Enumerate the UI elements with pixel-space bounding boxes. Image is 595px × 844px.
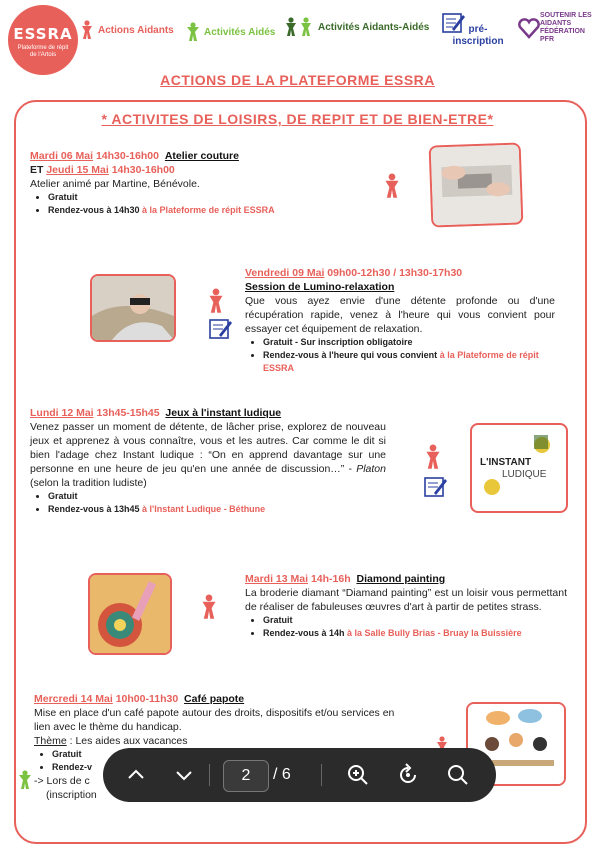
relaxation-photo	[90, 274, 176, 342]
rotate-button[interactable]	[395, 762, 421, 788]
event-activity: Jeux à l'instant ludique	[165, 407, 282, 419]
event-activity: Session de Lumino-relaxation	[245, 281, 395, 293]
nav-label: Activités Aidés	[204, 26, 276, 38]
section-subtitle: * ACTIVITES DE LOISIRS, DE REPIT ET DE BIEN-ETRE*	[101, 111, 494, 127]
event-theme: Thème : Les aides aux vacances	[34, 735, 188, 747]
logo-title: ESSRA	[13, 25, 73, 43]
nav-label: Actions Aidants	[98, 24, 174, 36]
heart-icon	[518, 17, 540, 39]
chevron-up-icon	[123, 762, 149, 788]
partner-logo	[518, 12, 592, 44]
divider	[209, 764, 210, 786]
event-note: -> Lors de c	[34, 775, 90, 787]
partner-logo-text: SOUTENIR LES AIDANTS FÉDÉRATION PFR	[540, 12, 592, 43]
event-date: Mardi 06 Mai	[30, 150, 94, 162]
person-icon	[382, 173, 402, 204]
essra-logo[interactable]	[8, 5, 78, 75]
person-icon	[80, 20, 94, 40]
event-activity: Atelier couture	[164, 150, 239, 162]
event-note-paren: (inscription	[46, 789, 97, 801]
event-date2-prefix: ET	[30, 164, 47, 176]
event-time: 14h-16h	[308, 573, 351, 585]
event-lumino-relaxation	[245, 266, 555, 375]
event-description: Mise en place d'un café papote autour des droits, dispositifs et/ou services en lien avec le thème du handicap.	[34, 707, 395, 733]
page-number-input[interactable]: 2	[223, 760, 269, 792]
logo-subtitle: Plateforme de répit de l'Artois	[17, 45, 69, 58]
logo-text: L'INSTANT	[480, 457, 532, 468]
previous-page-button[interactable]	[123, 762, 149, 788]
event-date2: Jeudi 15 Mai	[46, 164, 109, 176]
event-date: Mardi 13 Mai	[245, 573, 309, 585]
bullet-price: • Gratuit	[263, 614, 567, 627]
bullet-price: • Gratuit	[48, 490, 386, 503]
person-icon	[186, 22, 200, 42]
bullet-price: • Gratuit	[48, 191, 390, 204]
chevron-down-icon	[171, 762, 197, 788]
bullet-rdv: • Rendez-vous à l'heure qui vous convient à la Plateforme de répit ESSRA	[263, 349, 555, 375]
logo-text: LUDIQUE	[502, 469, 547, 480]
nav-pre-inscription[interactable]: pré-inscription	[452, 24, 504, 47]
event-description: Venez passer un moment de détente, de lâcher prise, explorez de nouveau jeux et apprenez à vous connaître, vous et les autres. Car comme le dit si bien l'adage chez Instant ludique : “On en apprend davantage sur une personne en une heure de jeu qu'en une année de discussion…” - Platon (selon la tradition ludiste)	[30, 421, 386, 489]
two-persons-icon	[284, 17, 314, 37]
event-date: Vendredi 09 Mai	[245, 267, 325, 279]
page-title: ACTIONS DE LA PLATEFORME ESSRA	[160, 72, 435, 88]
event-time: 14h30-16h00	[93, 150, 159, 162]
event-time: 09h00-12h30 / 13h30-17h30	[324, 267, 463, 279]
event-time: 13h45-15h45	[93, 407, 160, 419]
zoom-in-icon	[345, 762, 371, 788]
sewing-photo	[429, 142, 524, 227]
event-time: 10h00-11h30	[112, 693, 179, 705]
bullet-rdv: • Rendez-vous à 13h45 à l'Instant Ludique - Béthune	[48, 503, 386, 516]
nav-activites-aides[interactable]	[186, 22, 275, 42]
divider	[321, 764, 322, 786]
rotate-icon	[395, 762, 421, 788]
event-atelier-couture	[30, 149, 390, 217]
nav-actions-aidants[interactable]	[80, 20, 174, 40]
page-total: / 6	[273, 766, 291, 783]
instant-ludique-logo	[470, 423, 568, 513]
zoom-in-button[interactable]	[345, 762, 371, 788]
event-instant-ludique	[30, 406, 386, 516]
diamond-painting-photo	[88, 573, 172, 655]
next-page-button[interactable]	[171, 762, 197, 788]
nav-activites-aidants-aides[interactable]	[284, 17, 429, 37]
bullet-rdv: • Rendez-vous à 14h30 à la Plateforme de répit ESSRA	[48, 204, 390, 217]
nav-label: Activités Aidants-Aidés	[318, 21, 430, 33]
pre-inscription-icon	[424, 476, 448, 503]
bullet-price: • Gratuit	[52, 748, 404, 761]
person-icon	[18, 770, 32, 795]
event-activity: Café papote	[184, 693, 245, 705]
event-date: Mercredi 14 Mai	[34, 693, 113, 705]
search-button[interactable]	[445, 762, 471, 788]
event-date: Lundi 12 Mai	[30, 407, 94, 419]
event-time2: 14h30-16h00	[108, 164, 175, 176]
pdf-toolbar	[103, 748, 496, 802]
event-description: Atelier animé par Martine, Bénévole.	[30, 178, 200, 190]
bullet-price: • Gratuit - Sur inscription obligatoire	[263, 336, 555, 349]
search-icon	[445, 762, 471, 788]
event-activity: Diamond painting	[356, 573, 446, 585]
event-diamond-painting	[245, 572, 567, 640]
person-icon	[206, 288, 226, 319]
event-description: Que vous ayez envie d'une détente profonde ou d'une récupération rapide, venez à l'heure qui vous convient pour essayer cet équipement de relaxation.	[245, 295, 555, 335]
person-icon	[423, 444, 443, 475]
person-icon	[199, 594, 219, 625]
event-description: La broderie diamant “Diamand painting” est un loisir vous permettant de réaliser de fabuleuses œuvres d'art à partir de petites strass.	[245, 587, 567, 613]
bullet-rdv: • Rendez-v	[52, 761, 404, 774]
bullet-rdv: • Rendez-vous à 14h à la Salle Bully Brias - Bruay la Buissière	[263, 627, 567, 640]
pre-inscription-icon	[209, 318, 233, 345]
